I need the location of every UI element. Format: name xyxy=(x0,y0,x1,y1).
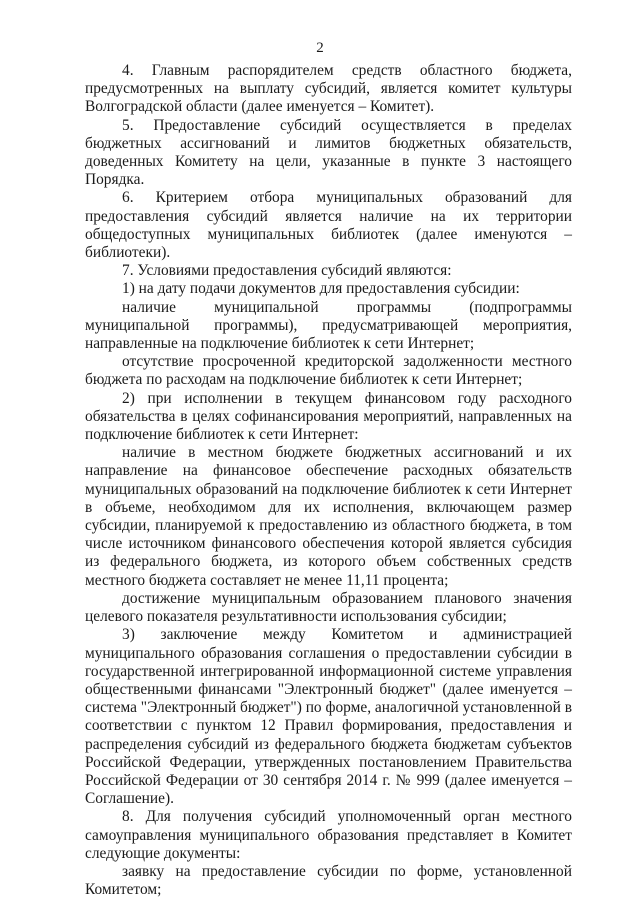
paragraph-8: 8. Для получения субсидий уполномоченный орган местного самоуправления муниципального образования представляет в Комитет следующие документы: xyxy=(85,808,572,862)
page-number: 2 xyxy=(316,40,324,56)
paragraph-7: 7. Условиями предоставления субсидий являются: xyxy=(122,262,452,280)
paragraph-7-1-b: отсутствие просроченной кредиторской задолженности местного бюджета по расходам на подключение библиотек к сети Интернет; xyxy=(85,353,572,389)
paragraph-7-3: 3) заключение между Комитетом и администрацией муниципального образования соглашения о предоставлении субсидии в государственной интегрированной информационной системе управления общественными финансами "Электронный бюджет" (далее именуется – система "Электронный бюджет") по форме, аналогичной установленной в соответствии с пунктом 12 Правил формирования, предоставления и распределения субсидий из федерального бюджета бюджетам субъектов Российской Федерации, утвержденных постановлением Правительства Российской Федерации от 30 сентября 2014 г. № 999 (далее именуется – Соглашение). xyxy=(85,626,572,808)
paragraph-5: 5. Предоставление субсидий осуществляется в пределах бюджетных ассигнований и лимитов бюджетных обязательств, доведенных Комитету на цели, указанные в пункте 3 настоящего Порядка. xyxy=(85,116,572,189)
paragraph-7-1: 1) на дату подачи документов для предоставления субсидии: xyxy=(122,280,520,298)
paragraph-7-2: 2) при исполнении в текущем финансовом году расходного обязательства в целях софинансирования мероприятий, направленных на подключение библиотек к сети Интернет: xyxy=(85,389,572,444)
paragraph-6: 6. Критерием отбора муниципальных образований для предоставления субсидий является наличие на их территории общедоступных муниципальных библиотек (далее именуются – библиотеки). xyxy=(85,189,572,262)
paragraph-7-2-a: наличие в местном бюджете бюджетных ассигнований и их направление на финансовое обеспечение расходных обязательств муниципальных образований на подключение библиотек к сети Интернет в объеме, необходимом для их исполнения, включающем размер субсидии, планируемой к предоставлению из областного бюджета, в том числе источником финансового обеспечения которой является субсидия из федерального бюджета, из которого объем собственных средств местного бюджета составляет не менее 11,11 процента; xyxy=(85,444,572,589)
paragraph-7-2-b: достижение муниципальным образованием планового значения целевого показателя результативности использования субсидии; xyxy=(85,589,572,626)
paragraph-7-1-a: наличие муниципальной программы (подпрограммы муниципальной программы), предусматривающей мероприятия, направленные на подключение библиотек к сети Интернет; xyxy=(85,298,572,353)
document-body xyxy=(85,62,572,899)
paragraph-4: 4. Главным распорядителем средств областного бюджета, предусмотренных на выплату субсидий, является комитет культуры Волгоградской области (далее именуется – Комитет). xyxy=(85,62,572,116)
paragraph-8-a: заявку на предоставление субсидии по форме, установленной Комитетом; xyxy=(85,862,572,899)
